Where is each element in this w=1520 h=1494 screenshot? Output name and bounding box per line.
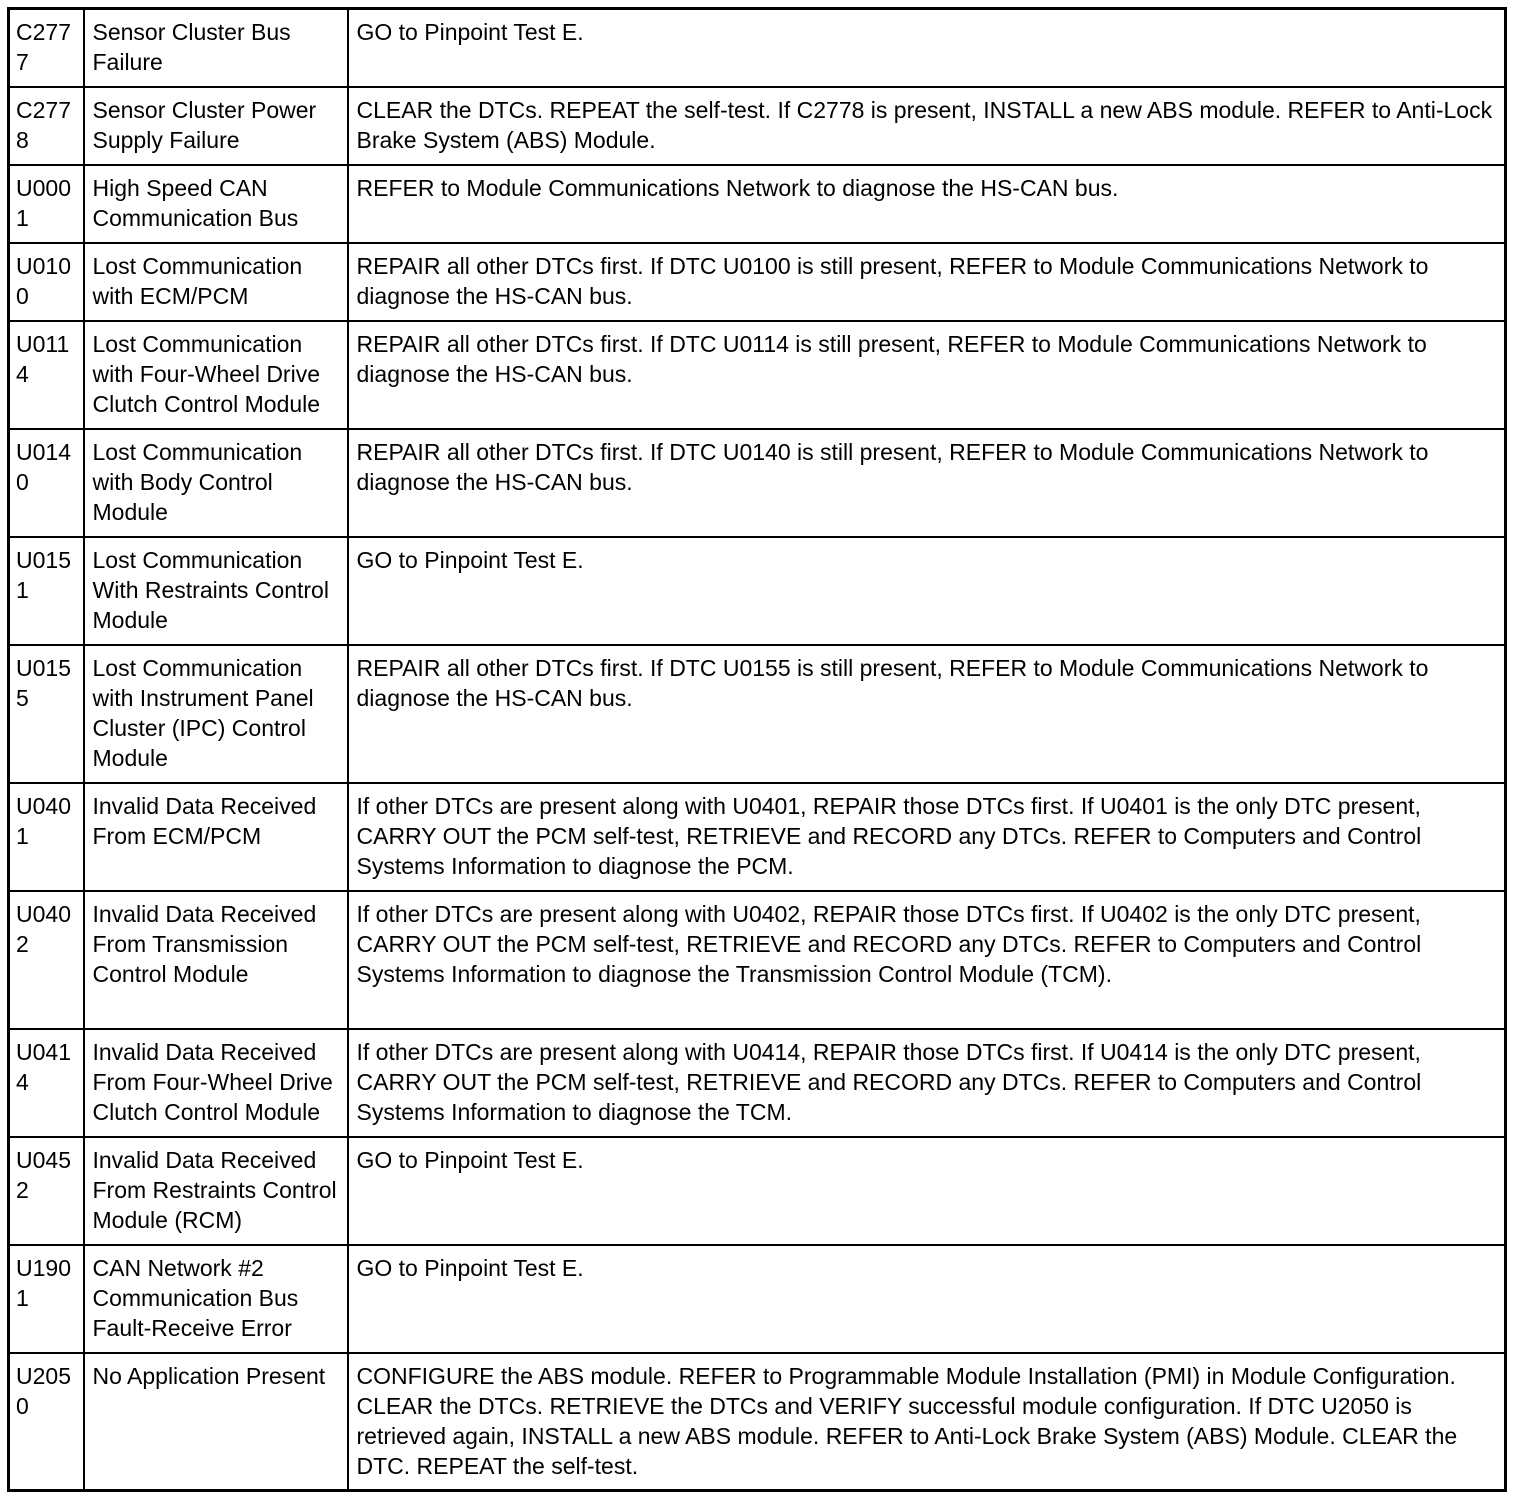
dtc-code: U0401 (9, 783, 84, 891)
dtc-action: GO to Pinpoint Test E. (348, 9, 1506, 87)
table-row (9, 1245, 1506, 1353)
dtc-code: U1901 (9, 1245, 84, 1353)
dtc-description: No Application Present (84, 1353, 348, 1491)
dtc-description: Invalid Data Received From Transmission Control Module (84, 891, 348, 1029)
table-row (9, 1029, 1506, 1137)
table-row (9, 891, 1506, 1029)
dtc-description: CAN Network #2 Communication Bus Fault-Receive Error (84, 1245, 348, 1353)
dtc-code: U0452 (9, 1137, 84, 1245)
table-row (9, 321, 1506, 429)
dtc-action: If other DTCs are present along with U0401, REPAIR those DTCs first. If U0401 is the only DTC present, CARRY OUT the PCM self-test, RETRIEVE and RECORD any DTCs. REFER to Computers and Control Systems Information to diagnose the PCM. (348, 783, 1506, 891)
table-row (9, 645, 1506, 783)
dtc-table (7, 7, 1507, 1492)
dtc-description: Lost Communication with Instrument Panel Cluster (IPC) Control Module (84, 645, 348, 783)
dtc-action: REPAIR all other DTCs first. If DTC U0155 is still present, REFER to Module Communications Network to diagnose the HS-CAN bus. (348, 645, 1506, 783)
dtc-description: Sensor Cluster Power Supply Failure (84, 87, 348, 165)
dtc-code: U0402 (9, 891, 84, 1029)
table-row (9, 87, 1506, 165)
dtc-code: U0414 (9, 1029, 84, 1137)
dtc-description: Lost Communication with Body Control Module (84, 429, 348, 537)
dtc-code: U0155 (9, 645, 84, 783)
table-row (9, 537, 1506, 645)
table-row (9, 429, 1506, 537)
table-row (9, 165, 1506, 243)
table-row (9, 1353, 1506, 1491)
dtc-action: If other DTCs are present along with U0402, REPAIR those DTCs first. If U0402 is the only DTC present, CARRY OUT the PCM self-test, RETRIEVE and RECORD any DTCs. REFER to Computers and Control Systems Information to diagnose the Transmission Control Module (TCM). (348, 891, 1506, 1029)
dtc-description: Sensor Cluster Bus Failure (84, 9, 348, 87)
dtc-description: Invalid Data Received From ECM/PCM (84, 783, 348, 891)
dtc-description: Invalid Data Received From Restraints Control Module (RCM) (84, 1137, 348, 1245)
dtc-action: REPAIR all other DTCs first. If DTC U0100 is still present, REFER to Module Communications Network to diagnose the HS-CAN bus. (348, 243, 1506, 321)
table-row (9, 9, 1506, 87)
dtc-code: U0114 (9, 321, 84, 429)
dtc-action: GO to Pinpoint Test E. (348, 537, 1506, 645)
dtc-code: C2778 (9, 87, 84, 165)
dtc-code: C2777 (9, 9, 84, 87)
dtc-action: GO to Pinpoint Test E. (348, 1137, 1506, 1245)
dtc-action: If other DTCs are present along with U0414, REPAIR those DTCs first. If U0414 is the only DTC present, CARRY OUT the PCM self-test, RETRIEVE and RECORD any DTCs. REFER to Computers and Control Systems Information to diagnose the TCM. (348, 1029, 1506, 1137)
dtc-description: Lost Communication With Restraints Control Module (84, 537, 348, 645)
table-row (9, 783, 1506, 891)
dtc-action: CONFIGURE the ABS module. REFER to Programmable Module Installation (PMI) in Module Configuration. CLEAR the DTCs. RETRIEVE the DTCs and VERIFY successful module configuration. If DTC U2050 is retrieved again, INSTALL a new ABS module. REFER to Anti-Lock Brake System (ABS) Module. CLEAR the DTC. REPEAT the self-test. (348, 1353, 1506, 1491)
dtc-table-body (9, 9, 1506, 1491)
dtc-description: Lost Communication with ECM/PCM (84, 243, 348, 321)
dtc-code: U0100 (9, 243, 84, 321)
dtc-code: U0001 (9, 165, 84, 243)
dtc-action: GO to Pinpoint Test E. (348, 1245, 1506, 1353)
dtc-action: REPAIR all other DTCs first. If DTC U0140 is still present, REFER to Module Communications Network to diagnose the HS-CAN bus. (348, 429, 1506, 537)
dtc-action: REPAIR all other DTCs first. If DTC U0114 is still present, REFER to Module Communications Network to diagnose the HS-CAN bus. (348, 321, 1506, 429)
table-row (9, 243, 1506, 321)
dtc-action: REFER to Module Communications Network to diagnose the HS-CAN bus. (348, 165, 1506, 243)
dtc-code: U2050 (9, 1353, 84, 1491)
dtc-description: Invalid Data Received From Four-Wheel Drive Clutch Control Module (84, 1029, 348, 1137)
dtc-code: U0151 (9, 537, 84, 645)
dtc-description: High Speed CAN Communication Bus (84, 165, 348, 243)
dtc-description: Lost Communication with Four-Wheel Drive Clutch Control Module (84, 321, 348, 429)
dtc-code: U0140 (9, 429, 84, 537)
dtc-action: CLEAR the DTCs. REPEAT the self-test. If C2778 is present, INSTALL a new ABS module. REFER to Anti-Lock Brake System (ABS) Module. (348, 87, 1506, 165)
table-row (9, 1137, 1506, 1245)
